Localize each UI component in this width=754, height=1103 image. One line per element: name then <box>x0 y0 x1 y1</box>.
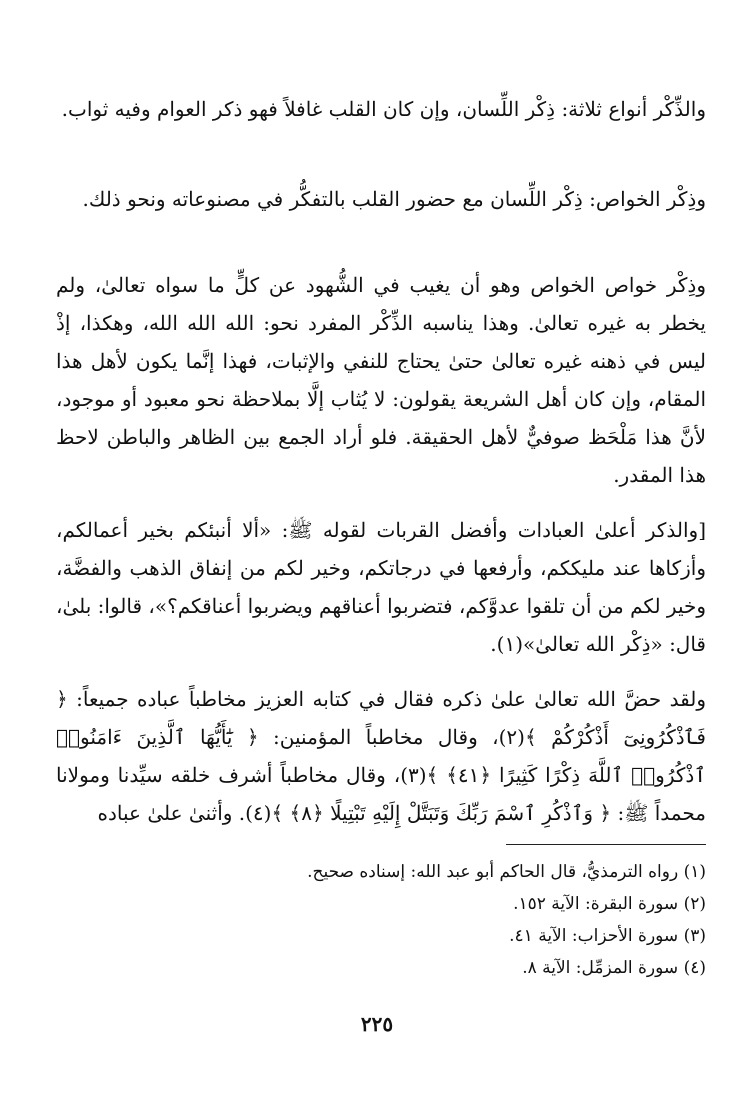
paragraph-hadith <box>56 511 706 663</box>
page-number: ٢٢٥ <box>360 1012 394 1036</box>
footnote-4: (٤) سورة المزمِّل: الآية ٨. <box>522 958 706 978</box>
paragraph-text: والذِّكْر أنواع ثلاثة: ذِكْر اللِّسان، وإن كان القلب غافلاً فهو ذكر العوام وفيه ثواب. <box>61 97 706 121</box>
footnote-divider <box>506 844 706 845</box>
paragraph-quran-verses <box>56 680 706 832</box>
paragraph-dhikr-types <box>56 90 706 128</box>
footnotes <box>56 856 706 984</box>
paragraph-text: وذِكْر الخواص: ذِكْر اللِّسان مع حضور القلب بالتفكُّر في مصنوعاته ونحو ذلك. <box>82 187 706 211</box>
paragraph-text: وذِكْر خواص الخواص وهو أن يغيب في الشُّهود عن كلٍّ ما سواه تعالىٰ، ولم يخطر به غيره تعالىٰ. وهذا يناسبه الذِّكْر المفرد نحو: الله الله الله، وهكذا، إذْ ليس في ذهنه غيره تعالىٰ حتىٰ يحتاج للنفي والإثبات، فهذا إنَّما يكون لأهل هذا المقام، وإن كان أهل الشريعة يقولون: لا يُثاب إلَّا بملاحظة نحو معبود أو موجود، لأنَّ هذا مَلْحَظ صوفيٌّ لأهل الحقيقة. فلو أراد الجمع بين الظاهر والباطن لاحظ هذا المقدر. <box>56 273 706 487</box>
footnote-3: (٣) سورة الأحزاب: الآية ٤١. <box>509 926 706 946</box>
paragraph-dhikr-khawas <box>56 180 706 218</box>
paragraph-dhikr-khawas-al-khawas <box>56 266 706 494</box>
footnote-1: (١) رواه الترمذيُّ، قال الحاكم أبو عبد الله: إسناده صحيح. <box>307 862 706 882</box>
footnote-2: (٢) سورة البقرة: الآية ١٥٢. <box>513 894 706 914</box>
paragraph-text: [والذكر أعلىٰ العبادات وأفضل القربات لقوله ﷺ: «ألا أنبئكم بخير أعمالكم، وأزكاها عند مليككم، وأرفعها في درجاتكم، وخير لكم من إنفاق الذهب والفضَّة، وخير لكم من أن تلقوا عدوَّكم، فتضربوا أعناقهم ويضربوا أعناقكم؟»، قالوا: بلىٰ، قال: «ذِكْر الله تعالىٰ»(١). <box>56 518 706 656</box>
paragraph-text: ولقد حضَّ الله تعالىٰ علىٰ ذكره فقال في كتابه العزيز مخاطباً عباده جميعاً: ﴿ فَٱذْكُرُونِىٓ أَذْكُرْكُمْ ﴾(٢)، وقال مخاطباً المؤمنين: ﴿ يَٰٓأَيُّهَا ٱلَّذِينَ ءَامَنُوا۟ ٱذْكُرُوا۟ ٱللَّهَ ذِكْرًا كَثِيرًا ﴿٤١﴾ ﴾(٣)، وقال مخاطباً أشرف خلقه سيِّدنا ومولانا محمداً ﷺ: ﴿ وَٱذْكُرِ ٱسْمَ رَبِّكَ وَتَبَتَّلْ إِلَيْهِ تَبْتِيلًا ﴿٨﴾ ﴾(٤). وأثنىٰ علىٰ عباده <box>56 687 706 825</box>
